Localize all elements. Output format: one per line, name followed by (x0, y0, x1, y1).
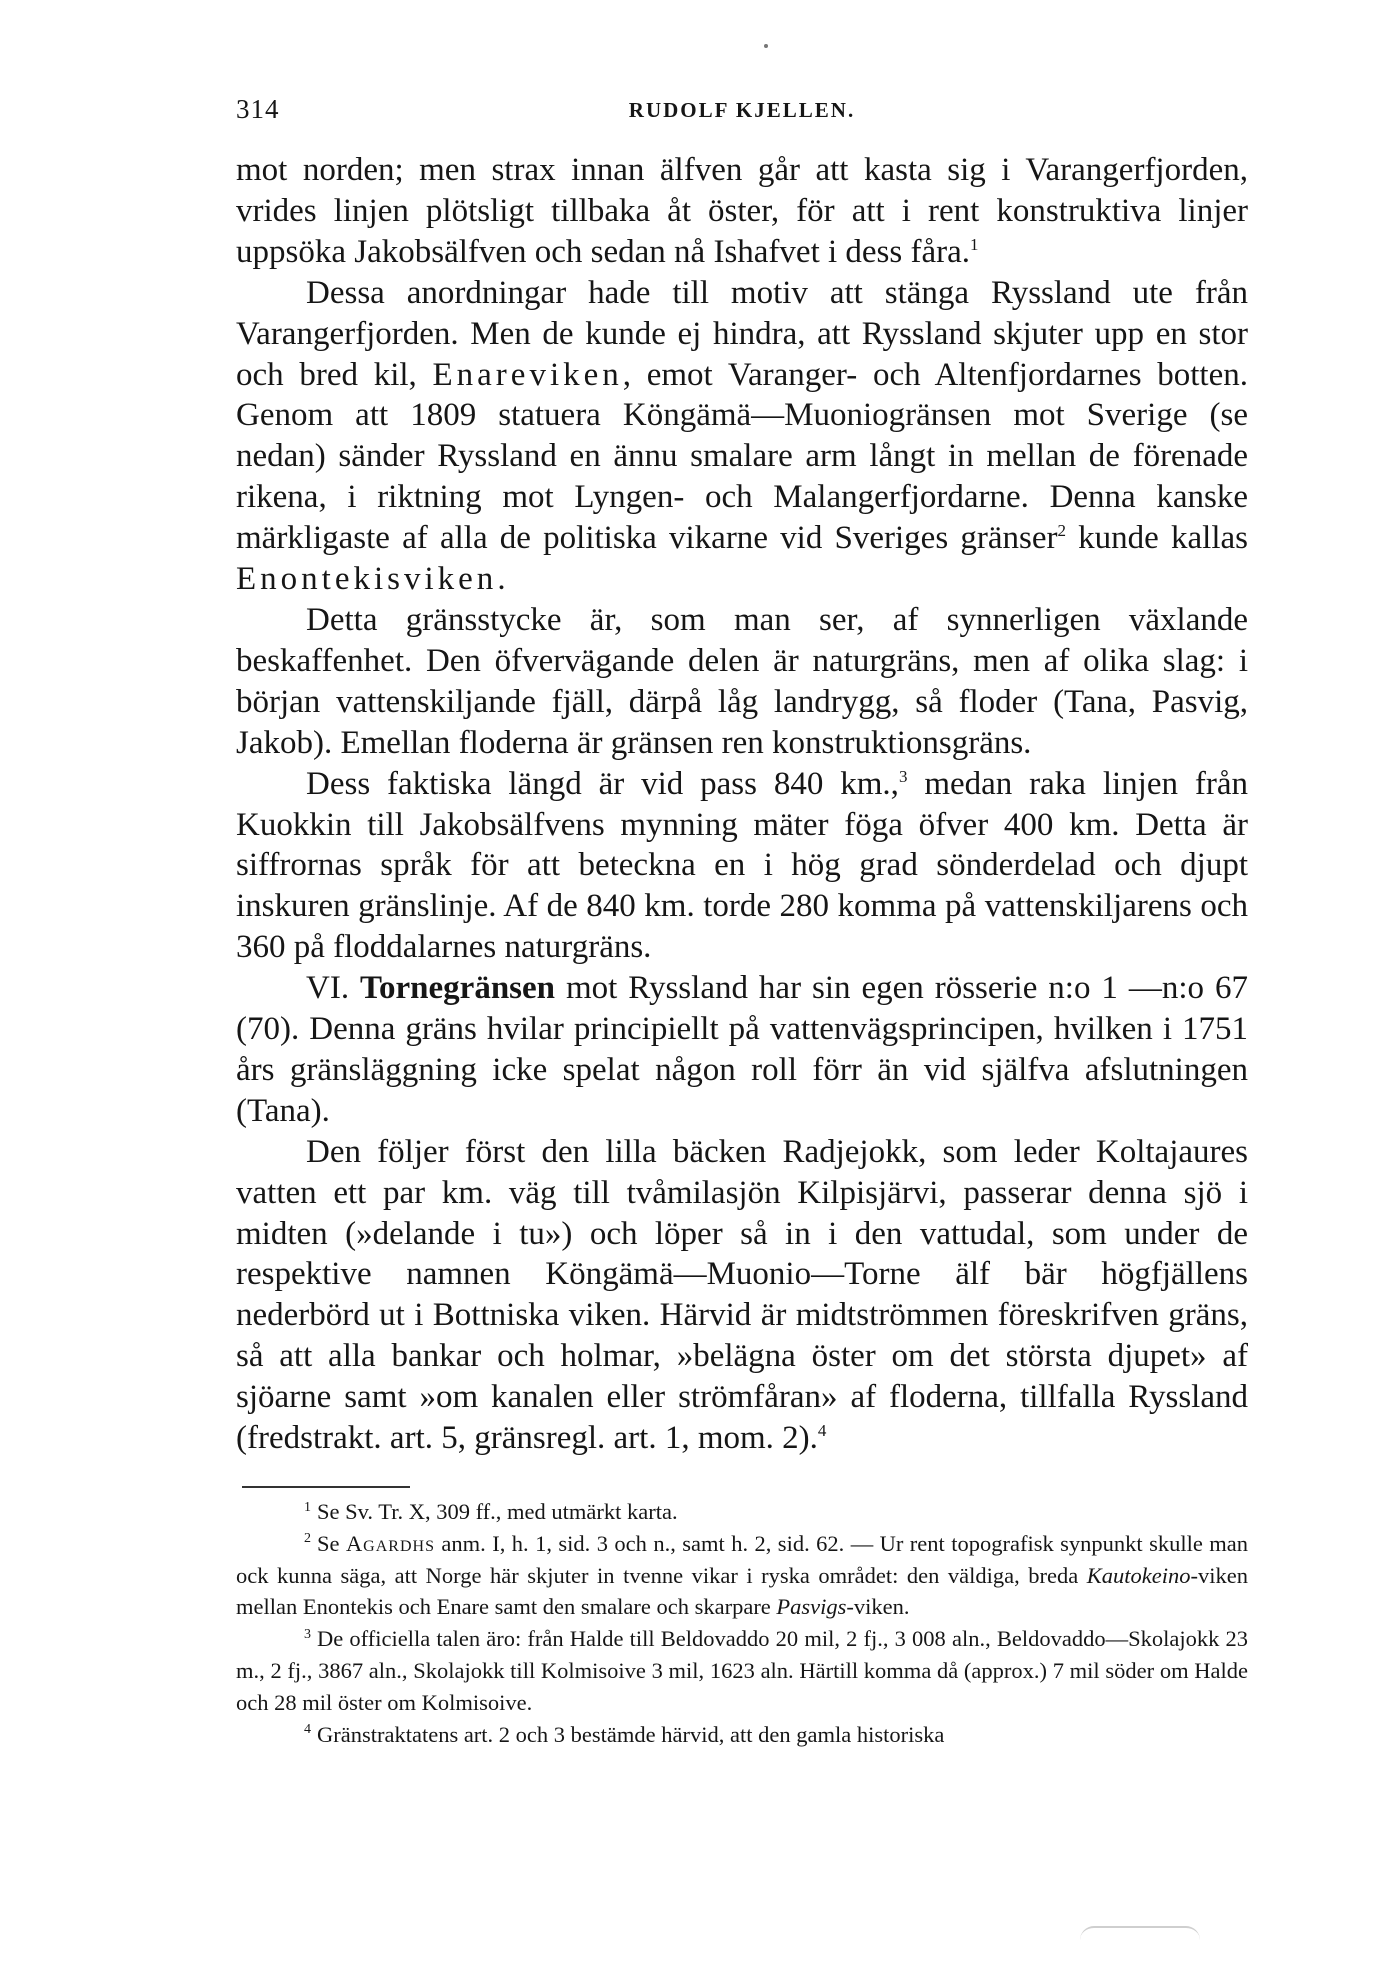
section-number: VI. (306, 970, 350, 1007)
running-head: RUDOLF KJELLEN. (628, 98, 856, 122)
section-heading: Tornegränsen (360, 970, 556, 1007)
footnote: $^1$ Se Sv. Tr. X, 309 ff., med utmärkt karta. (304, 1499, 678, 1524)
footnote-ref: 2 (1057, 521, 1066, 541)
page-header (236, 94, 1248, 130)
paragraph: Dess faktiska längd är vid pass 840 km.,$^3$ medan raka linjen från Kuokkin till Jakobsälfvens mynning mäter föga öfver 400 km. Detta är siffrornas språk för att beteckna en i hög grad sönderdelad och djupt inskuren gränslinje. Af de 840 km. torde 280 komma på vattenskiljarens och 360 på floddalarnes naturgräns. (236, 765, 1248, 966)
author-name: Agardhs (345, 1530, 435, 1556)
footnote-rule (242, 1486, 410, 1488)
footnotes (236, 1496, 1248, 1750)
body-text (236, 150, 1248, 1459)
paragraph: Dessa anordningar hade till motiv att stänga Ryssland ute från Varangerfjorden. Men de kunde ej hindra, att Ryssland skjuter upp en stor och bred kil, Enareviken, emot Varanger- och Altenfjordarnes botten. Genom att 1809 statuera Köngämä—Muoniogränsen mot Sverige (se nedan) sänder Ryssland en ännu smalare arm långt in mellan de förenade rikena, i riktning mot Lyngen- och Malangerfjordarne. Denna kanske märkligaste af alla de politiska vikarne vid Sveriges gränser$^2$ kunde kallas Enontekisviken. (236, 274, 1248, 598)
footnote: $^2$ Se Agardhs anm. I, h. 1, sid. 3 och n., samt h. 2, sid. 62. — Ur rent topografisk synpunkt skulle man ock kunna säga, att Norge här skjuter in tvenne vikar i ryska området: den väldiga, breda Kautokeino-viken mellan Enontekis och Enare samt den smalare och skarpare Pasvigs-viken. (236, 1530, 1248, 1620)
paragraph: mot norden; men strax innan älfven går att kasta sig i Varangerfjorden, vrides linjen plötsligt tillbaka åt öster, för att i rent konstruktiva linjer uppsöka Jakobsälfven och sedan nå Ishafvet i dess fåra.$^1$ (236, 152, 1248, 270)
paragraph: Detta gränsstycke är, som man ser, af synnerligen växlande beskaffenhet. Den öfvervägande delen är naturgräns, men af olika slag: i början vattenskiljande fjäll, därpå låg landrygg, så floder (Tana, Pasvig, Jakob). Emellan floderna är gränsen ren konstruktionsgräns. (236, 601, 1248, 761)
spaced-term: Enontekisviken (236, 561, 498, 598)
paragraph: Den följer först den lilla bäcken Radjejokk, som leder Koltajaures vatten ett par km. väg till tvåmilasjön Kilpisjärvi, passerar denna sjö i midten (»delande i tu») och löper så in i den vattudal, som under de respektive namnen Köngämä—Muonio—Torne älf bär högfjällens nederbörd ut i Bottniska viken. Härvid är midtströmmen föreskrifven gräns, så att alla bankar och holmar, »belägna öster om det största djupet» af sjöarne samt »om kanalen eller strömfåran» af floderna, tillfalla Ryssland (fredstrakt. art. 5, gränsregl. art. 1, mom. 2).$^4$ (236, 1133, 1248, 1457)
footnote: $^3$ De officiella talen äro: från Halde till Beldovaddo 20 mil, 2 fj., 3 008 aln., Beldovaddo—Skolajokk 23 m., 2 fj., 3867 aln., Skolajokk till Kolmisoive 3 mil, 1623 aln. Härtill komma då (approx.) 7 mil söder om Halde och 28 mil öster om Kolmisoive. (236, 1626, 1248, 1715)
scan-artifact (1080, 1926, 1200, 1940)
footnote-ref: 1 (970, 234, 979, 254)
footnote-mark: 3 (304, 1626, 311, 1642)
footnote-mark: 2 (304, 1531, 311, 1547)
section-paragraph: VI. Tornegränsen mot Ryssland har sin egen rösserie n:o 1 —n:o 67 (70). Denna gräns hvilar principiellt på vattenvägsprincipen, hvilken i 1751 års gränsläggning icke spelat någon roll förr än vid själfva afslutningen (Tana). (236, 970, 1249, 1129)
footnote-ref: 4 (817, 1421, 827, 1441)
spaced-term: Enareviken (432, 356, 623, 393)
print-speck (764, 44, 768, 48)
footnote: $^4$ Gränstraktatens art. 2 och 3 bestämde härvid, att den gamla historiska (304, 1721, 945, 1747)
footnote-mark: 1 (304, 1499, 311, 1515)
footnote-ref: 3 (898, 766, 908, 786)
page-number: 314 (236, 94, 280, 124)
footnote-mark: 4 (304, 1722, 311, 1738)
